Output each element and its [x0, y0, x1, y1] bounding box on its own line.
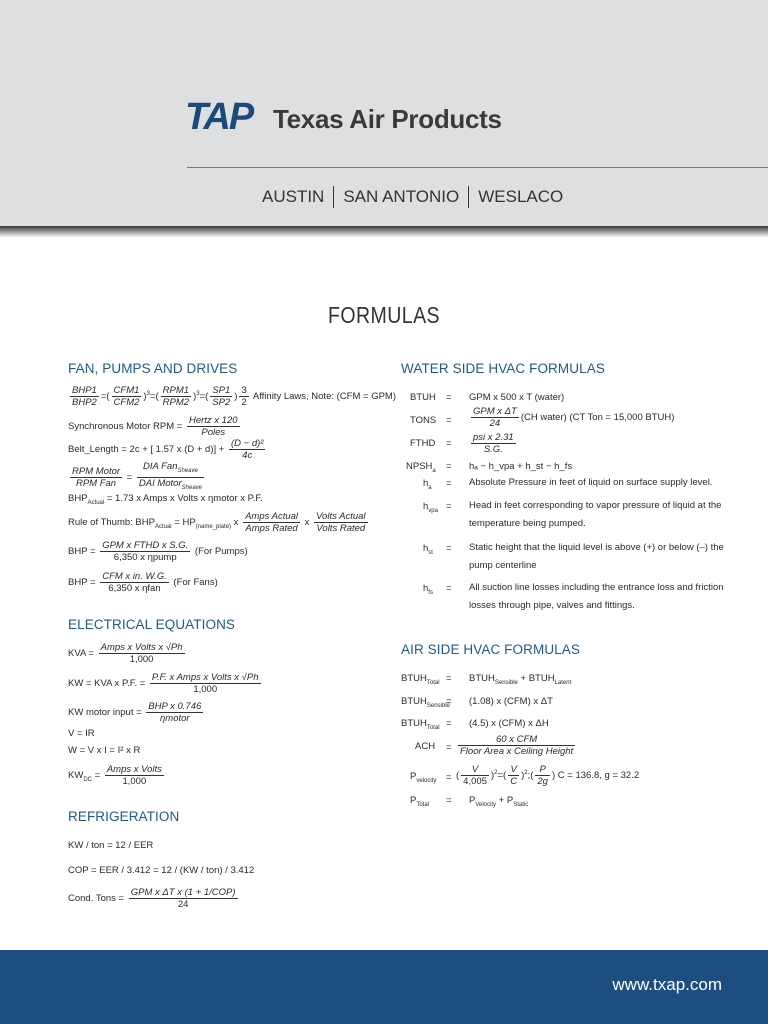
- footer-band: [0, 950, 768, 1024]
- header-shadow: [0, 226, 768, 238]
- ohms-law: V = IR: [68, 728, 95, 739]
- sync-motor-rpm-formula: Synchronous Motor RPM = $\frac{\text{Hertz x 120}}{\text{Poles}}$: [68, 415, 238, 438]
- btuh-total-enthalpy-formula: (4.5) x (CFM) x ΔH: [469, 718, 549, 729]
- location-san-antonio: SAN ANTONIO: [333, 186, 468, 208]
- location-austin: AUSTIN: [262, 187, 325, 206]
- section-title-electrical: ELECTRICAL EQUATIONS: [68, 617, 236, 632]
- hfs-var: $h_{fs}$: [423, 583, 433, 596]
- equals-sign: =: [446, 795, 452, 806]
- section-title-fan: FAN, PUMPS AND DRIVES: [68, 361, 238, 376]
- ha-var: $h_a$: [423, 478, 432, 491]
- btuh-total2-var: $BTUH_{Total}$: [401, 718, 440, 731]
- btuh-total-var: $BTUH_{Total}$: [401, 673, 440, 686]
- kva-formula: KVA = $\frac{\text{Amps x Volts x √Ph}}{1,000}$: [68, 642, 183, 665]
- tap-logo-mark: TAP: [185, 96, 253, 138]
- tons-var: TONS: [410, 415, 437, 426]
- affinity-laws-formula: $\frac{\text{BHP1}}{\text{BHP2}}$ =( $\frac{\text{CFM1}}{\text{CFM2}}$ )$^3$=( $\frac{\text{RPM1}}{\text{RPM2}}$ )$^3$=( $\frac{SP1}{SP2}$ ) $\frac{3}{2}$ Affinity Laws, Note: (CFM = GPM): [72, 385, 397, 408]
- btuh-var: BTUH: [410, 392, 436, 403]
- logo-text: Texas Air Products: [273, 104, 502, 134]
- section-title-refrigeration: REFRIGERATION: [68, 809, 180, 824]
- belt-length-formula: Belt_Length = 2c + [ 1.57 x (D + d)] + $\frac{\text{(D − d)²}}{4c}$: [68, 438, 264, 461]
- header-divider: [187, 167, 768, 168]
- location-weslaco: WESLACO: [468, 186, 572, 208]
- equals-sign: =: [446, 742, 452, 753]
- website-link[interactable]: www.txap.com: [612, 975, 722, 994]
- equals-sign: =: [446, 583, 452, 594]
- equals-sign: =: [446, 461, 452, 472]
- p-total-formula: $P_{Velocity} + P_{Static}$: [469, 795, 529, 808]
- locations-list: [262, 184, 572, 210]
- npsh-var: $NPSH_a$: [406, 461, 436, 474]
- page-title: FORMULAS: [327, 302, 441, 328]
- power-formula: W = V x I = I² x R: [68, 745, 141, 756]
- ach-var: ACH: [415, 741, 436, 752]
- hst-var: $h_{st}$: [423, 543, 433, 556]
- kw-formula: KW = KVA x P.F. = $\frac{\text{P.F. x Amps x Volts x √Ph}}{1,000}$: [68, 672, 259, 695]
- cond-tons-formula: Cond. Tons = $\frac{\text{GPM x ΔT x (1 + 1/COP)}}{24}$: [68, 887, 236, 910]
- equals-sign: =: [446, 696, 452, 707]
- p-velocity-var: $P_{velocity}$: [410, 771, 437, 784]
- btuh-water-formula: GPM x 500 x T (water): [469, 392, 565, 403]
- equals-sign: =: [446, 673, 452, 684]
- equals-sign: =: [446, 415, 452, 426]
- equals-sign: =: [446, 478, 452, 489]
- ach-formula: $\frac{\text{60 x CFM}}{\text{Floor Area x Ceiling Height}}$: [460, 734, 574, 757]
- equals-sign: =: [446, 392, 452, 403]
- hvpa-definition: Head in feet corresponding to vapor pressure of liquid at the temperature being pumped.: [469, 500, 722, 529]
- equals-sign: =: [446, 438, 452, 449]
- section-title-air: AIR SIDE HVAC FORMULAS: [401, 642, 580, 657]
- equals-sign: =: [446, 501, 452, 512]
- cop-formula: COP = EER / 3.412 = 12 / (KW / ton) / 3.412: [68, 865, 255, 876]
- section-title-water: WATER SIDE HVAC FORMULAS: [401, 361, 605, 376]
- ha-definition: Absolute Pressure in feet of liquid on surface supply level.: [469, 477, 713, 488]
- fthd-formula: $\frac{\text{psi x 2.31}}{S.G.}$: [473, 432, 514, 455]
- hst-definition: Static height that the liquid level is above (+) or below (–) the pump centerline: [469, 542, 724, 571]
- p-velocity-formula: ( $\frac{V}{4,005}$ )$^2$=( $\frac{V}{C}$ )$^2$;( $\frac{P}{2g}$ ) C = 136.8, g = 32.2: [456, 764, 640, 787]
- bhp-pumps-formula: BHP = $\frac{\text{GPM x FTHD x S.G.}}{\text{6,350 x ηpump}}$ (For Pumps): [68, 540, 248, 563]
- btuh-total-formula: $BTUH_{Sensible}$ + $BTUH_{Latent}$: [469, 673, 572, 686]
- kw-motor-input-formula: KW motor input = $\frac{\text{BHP x 0.746}}{\text{ηmotor}}$: [68, 701, 202, 724]
- hvpa-var: $h_{vpa}$: [423, 501, 438, 514]
- tons-formula: $\frac{\text{GPM x ΔT}}{24}$ (CH water) (CT Ton = 15,000 BTUH): [473, 406, 675, 429]
- affinity-note: Affinity Laws, Note: (CFM = GPM): [252, 391, 397, 403]
- equals-sign: =: [446, 772, 452, 783]
- rule-of-thumb-formula: Rule of Thumb: $BHP_{Actual} = HP_{(name\_plate)}$ x $\frac{\text{Amps Actual}}{\text{Amps Rated}}$ x $\frac{\text{Volts Actual}}{\text{Volts Rated}}$: [68, 511, 366, 534]
- p-total-var: $P_{Total}$: [410, 795, 430, 808]
- header-band: [0, 0, 768, 226]
- equals-sign: =: [446, 718, 452, 729]
- bhp-fans-formula: BHP = $\frac{\text{CFM x in. W.G.}}{\text{6,350 x ηfan}}$ (For Fans): [68, 571, 218, 594]
- kw-per-ton-formula: KW / ton = 12 / EER: [68, 840, 154, 851]
- bhp-actual-formula: $BHP_{Actual} = 1.73$ x Amps x Volts x ηmotor x P.F.: [68, 493, 263, 506]
- btuh-sensible-var: $BTUH_{Sensible}$: [401, 696, 450, 709]
- npsh-formula: hₐ − h_vpa + h_st − h_fs: [469, 461, 573, 472]
- fthd-var: FTHD: [410, 438, 436, 449]
- rpm-ratio-formula: $\frac{\text{RPM Motor}}{\text{RPM Fan}}$ = $\frac{DIA Fan_{Sheave}}{DAI Motor_{Sheave}}$: [72, 461, 202, 491]
- kw-dc-formula: $KW_{DC}$ = $\frac{\text{Amps x Volts}}{1,000}$: [68, 764, 162, 787]
- hfs-definition: All suction line losses including the entrance loss and friction losses through pipe, valves and fittings.: [469, 582, 724, 611]
- equals-sign: =: [446, 543, 452, 554]
- btuh-sensible-formula: (1.08) x (CFM) x ΔT: [469, 696, 553, 707]
